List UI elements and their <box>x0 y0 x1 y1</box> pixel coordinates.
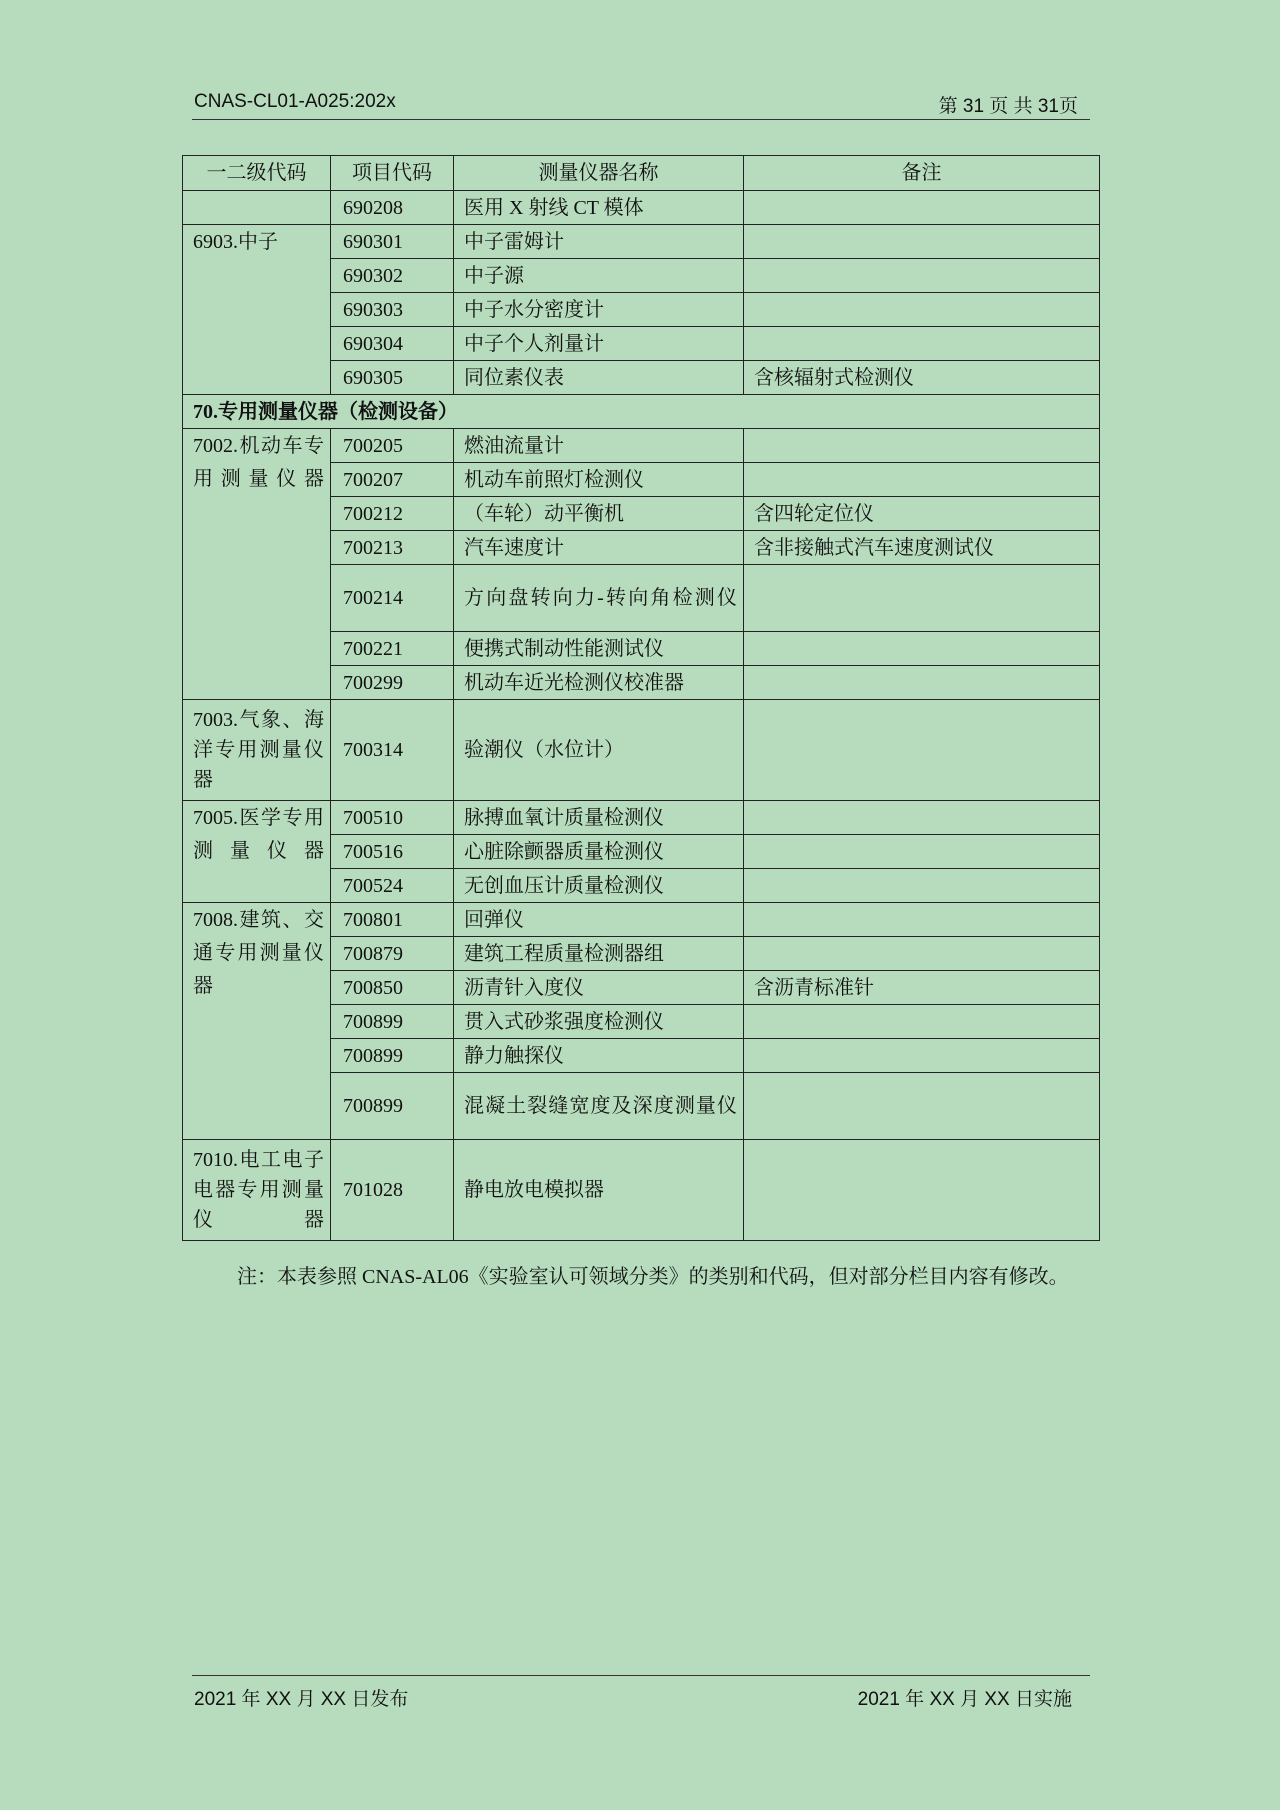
note-cell <box>744 700 1100 801</box>
category-cell: 7010.电工电子电器专用测量仪器 <box>183 1140 331 1241</box>
item-code: 700212 <box>331 497 454 531</box>
instrument-name: 医用 X 射线 CT 模体 <box>454 191 744 225</box>
note-cell <box>744 903 1100 937</box>
instrument-name: 验潮仪（水位计） <box>454 700 744 801</box>
note-cell: 含非接触式汽车速度测试仪 <box>744 531 1100 565</box>
note-cell <box>744 801 1100 835</box>
instrument-name: 脉搏血氧计质量检测仪 <box>454 801 744 835</box>
item-code: 700207 <box>331 463 454 497</box>
table-footnote <box>192 1260 1092 1294</box>
item-code: 701028 <box>331 1140 454 1241</box>
instrument-name: 机动车前照灯检测仪 <box>454 463 744 497</box>
header-name: 测量仪器名称 <box>454 156 744 191</box>
note-cell <box>744 1073 1100 1140</box>
instrument-name: 中子源 <box>454 259 744 293</box>
item-code: 700524 <box>331 869 454 903</box>
page-info: 第 31 页 共 31页 <box>938 96 1078 117</box>
instrument-name: 静电放电模拟器 <box>454 1140 744 1241</box>
category-cell: 7008.建筑、交通专用测量仪器 <box>183 903 331 1140</box>
note-cell <box>744 869 1100 903</box>
instrument-name: 回弹仪 <box>454 903 744 937</box>
header-code: 项目代码 <box>331 156 454 191</box>
item-code: 690303 <box>331 293 454 327</box>
header-note: 备注 <box>744 156 1100 191</box>
note-cell <box>744 632 1100 666</box>
instrument-name: 中子个人剂量计 <box>454 327 744 361</box>
section-row <box>183 395 1100 429</box>
item-code: 690302 <box>331 259 454 293</box>
instrument-name: 混凝土裂缝宽度及深度测量仪 <box>454 1073 744 1140</box>
item-code: 700214 <box>331 565 454 632</box>
item-code: 690208 <box>331 191 454 225</box>
table-row <box>183 191 1100 225</box>
instrument-name: 建筑工程质量检测器组 <box>454 937 744 971</box>
note-cell <box>744 327 1100 361</box>
item-code: 690301 <box>331 225 454 259</box>
table-row <box>183 1140 1100 1241</box>
table-row <box>183 429 1100 463</box>
note-cell <box>744 1140 1100 1241</box>
instrument-table <box>182 155 1100 1241</box>
note-cell <box>744 225 1100 259</box>
note-cell: 含四轮定位仪 <box>744 497 1100 531</box>
note-cell <box>744 191 1100 225</box>
instrument-name: 中子雷姆计 <box>454 225 744 259</box>
note-cell: 含核辐射式检测仪 <box>744 361 1100 395</box>
page-footer <box>192 1675 1090 1710</box>
item-code: 690305 <box>331 361 454 395</box>
item-code: 700510 <box>331 801 454 835</box>
note-cell <box>744 259 1100 293</box>
item-code: 700879 <box>331 937 454 971</box>
instrument-name: 无创血压计质量检测仪 <box>454 869 744 903</box>
item-code: 700205 <box>331 429 454 463</box>
instrument-name: 机动车近光检测仪校准器 <box>454 666 744 700</box>
item-code: 700516 <box>331 835 454 869</box>
doc-code: CNAS-CL01-A025:202x <box>194 91 396 112</box>
note-cell: 含沥青标准针 <box>744 971 1100 1005</box>
category-cell: 7003.气象、海洋专用测量仪器 <box>183 700 331 801</box>
note-cell <box>744 565 1100 632</box>
instrument-name: 沥青针入度仪 <box>454 971 744 1005</box>
implement-date: 2021 年 XX 月 XX 日实施 <box>857 1689 1072 1710</box>
item-code: 700213 <box>331 531 454 565</box>
category-cell: 7002.机动车专用测量仪器 <box>183 429 331 700</box>
table-row <box>183 801 1100 835</box>
release-date: 2021 年 XX 月 XX 日发布 <box>194 1689 409 1710</box>
note-cell <box>744 429 1100 463</box>
table-row <box>183 700 1100 801</box>
footnote-text: 注：本表参照 CNAS-AL06《实验室认可领域分类》的类别和代码，但对部分栏目内容有修改。 <box>237 1266 1069 1288</box>
note-cell <box>744 835 1100 869</box>
instrument-name: 燃油流量计 <box>454 429 744 463</box>
instrument-name: 静力触探仪 <box>454 1039 744 1073</box>
category-cell <box>183 191 331 225</box>
note-cell <box>744 293 1100 327</box>
category-cell: 7005.医学专用测量仪器 <box>183 801 331 903</box>
header-category: 一二级代码 <box>183 156 331 191</box>
item-code: 700899 <box>331 1039 454 1073</box>
instrument-name: 便携式制动性能测试仪 <box>454 632 744 666</box>
instrument-name: 同位素仪表 <box>454 361 744 395</box>
note-cell <box>744 1039 1100 1073</box>
instrument-name: 贯入式砂浆强度检测仪 <box>454 1005 744 1039</box>
instrument-name: 汽车速度计 <box>454 531 744 565</box>
item-code: 700221 <box>331 632 454 666</box>
note-cell <box>744 937 1100 971</box>
table-row <box>183 903 1100 937</box>
item-code: 690304 <box>331 327 454 361</box>
item-code: 700801 <box>331 903 454 937</box>
note-cell <box>744 463 1100 497</box>
instrument-name: 中子水分密度计 <box>454 293 744 327</box>
category-cell: 6903.中子 <box>183 225 331 395</box>
instrument-name: 方向盘转向力-转向角检测仪 <box>454 565 744 632</box>
section-title: 70.专用测量仪器（检测设备） <box>183 395 1100 429</box>
table-header-row <box>183 156 1100 191</box>
page-header <box>192 89 1090 120</box>
instrument-name: （车轮）动平衡机 <box>454 497 744 531</box>
instrument-name: 心脏除颤器质量检测仪 <box>454 835 744 869</box>
item-code: 700314 <box>331 700 454 801</box>
item-code: 700850 <box>331 971 454 1005</box>
note-cell <box>744 1005 1100 1039</box>
item-code: 700899 <box>331 1073 454 1140</box>
note-cell <box>744 666 1100 700</box>
item-code: 700899 <box>331 1005 454 1039</box>
table-row <box>183 225 1100 259</box>
item-code: 700299 <box>331 666 454 700</box>
